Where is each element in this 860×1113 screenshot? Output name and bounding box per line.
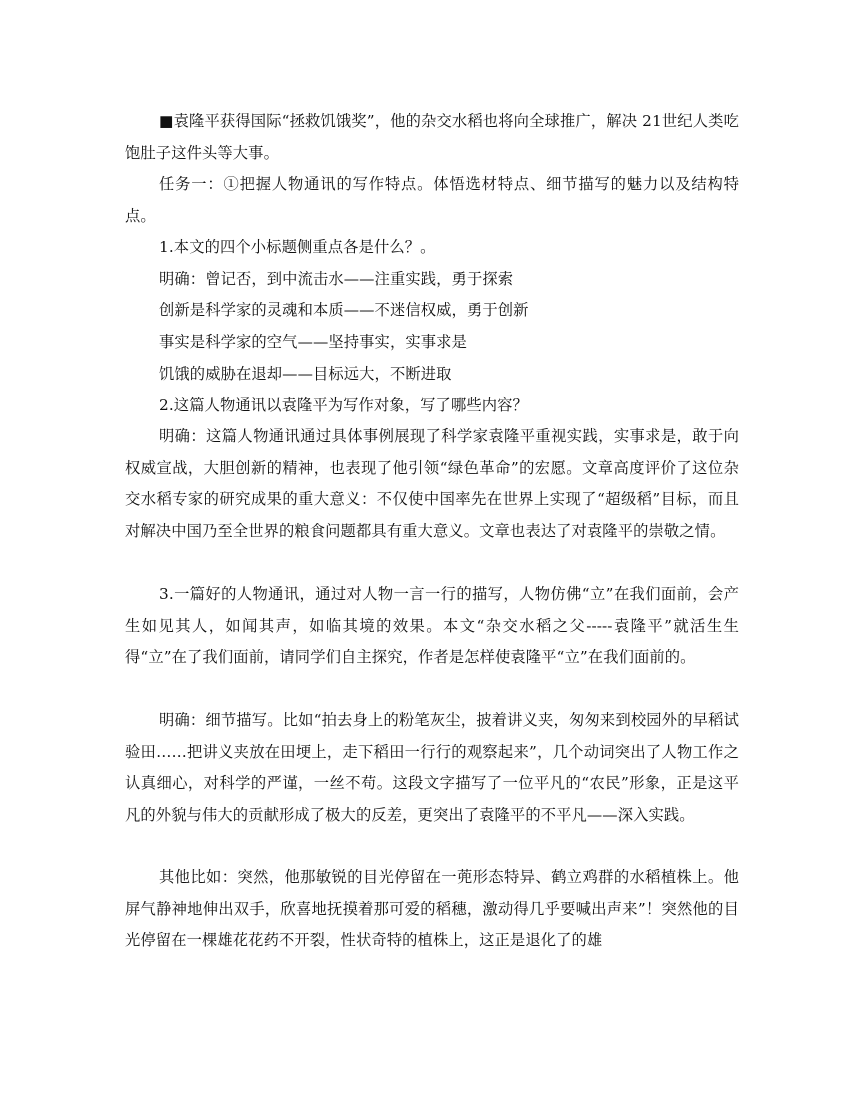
answer-1-line-3: 事实是科学家的空气——坚持事实，实事求是 — [159, 333, 467, 351]
paragraph-other-examples: 其他比如：突然，他那敏锐的目光停留在一蔸形态特异、鹤立鸡群的水稻植株上。他屏气静神地伸出双手，欣喜地抚摸着那可爱的稻穗，激动得几乎要喊出声来”！突然他的目光停留在一棵雄花花药不开裂，性状奇特的植株上，这正是退化了的雄 — [125, 868, 739, 949]
question-3: 3.一篇好的人物通讯，通过对人物一言一行的描写，人物仿佛“立”在我们面前，会产生如见其人，如闻其声，如临其境的效果。本文“杂交水稻之父-----袁隆平”就活生生得“立”在了我们面前，请同学们自主探究，作者是怎样使袁隆平“立”在我们面前的。 — [125, 585, 739, 666]
answer-3: 明确：细节描写。比如“拍去身上的粉笔灰尘，披着讲义夹，匆匆来到校园外的早稻试验田……把讲义夹放在田埂上，走下稻田一行行的观察起来”，几个动词突出了人物工作之认真细心，对科学的严谨，一丝不苟。这段文字描写了一位平凡的“农民”形象，正是这平凡的外貌与伟大的贡献形成了极大的反差，更突出了袁隆平的不平凡——深入实践。 — [125, 711, 739, 824]
paragraph-award: ■袁隆平获得国际“拯救饥饿奖”，他的杂交水稻也将向全球推广，解决 21世纪人类吃饱肚子这件头等大事。 — [125, 112, 739, 162]
question-1: 1.本文的四个小标题侧重点各是什么？。 — [159, 238, 436, 256]
paragraph-task-one: 任务一：①把握人物通讯的写作特点。体悟选材特点、细节描写的魅力以及结构特点。 — [125, 175, 739, 225]
answer-1-line-2: 创新是科学家的灵魂和本质——不迷信权威，勇于创新 — [159, 301, 529, 319]
answer-2: 明确：这篇人物通讯通过具体事例展现了科学家袁隆平重视实践，实事求是，敢于向权威宣战，大胆创新的精神，也表现了他引领“绿色革命”的宏愿。文章高度评价了这位杂交水稻专家的研究成果的重大意义：不仅使中国率先在世界上实现了“超级稻”目标，而且对解决中国乃至全世界的粮食问题都具有重大意义。文章也表达了对袁隆平的崇敬之情。 — [125, 427, 739, 540]
answer-1-line-4: 饥饿的威胁在退却——目标远大，不断进取 — [159, 365, 452, 383]
question-2: 2.这篇人物通讯以袁隆平为写作对象，写了哪些内容？ — [159, 396, 528, 414]
answer-1-line-1: 明确：曾记否，到中流击水——注重实践，勇于探索 — [159, 270, 514, 288]
